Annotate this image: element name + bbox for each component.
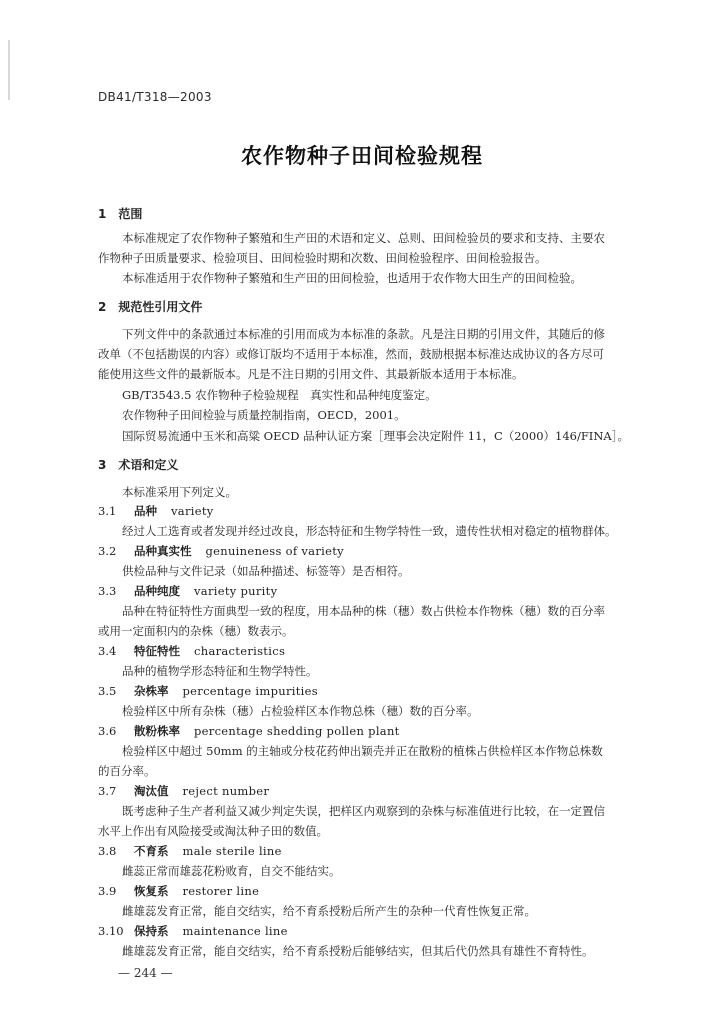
- term-english: variety: [171, 504, 214, 518]
- term-english: characteristics: [194, 644, 286, 658]
- term-definition: 既考虑种子生产者利益又减少判定失误，把样区内观察到的杂株与标准值进行比较，在一定置信: [122, 804, 605, 818]
- section-3-heading: 3 术语和定义: [98, 458, 179, 472]
- term-chinese: 恢复系: [134, 884, 169, 898]
- term-heading: [98, 923, 288, 939]
- scan-margin-mark: [8, 40, 10, 100]
- section-2-paragraph-line: 能使用这些文件的最新版本。凡是不注日期的引用文件、其最新版本适用于本标准。: [98, 367, 524, 381]
- document-title: 农作物种子田间检验规程: [241, 143, 483, 168]
- term-chinese: 品种真实性: [134, 544, 192, 558]
- term-definition: 水平上作出有风险接受或淘汰种子田的数值。: [98, 824, 328, 838]
- term-definition: 雌蕊正常而雄蕊花粉败育，自交不能结实。: [122, 864, 341, 878]
- term-number: 3.8: [98, 844, 117, 858]
- term-number: 3.6: [98, 724, 117, 738]
- term-heading: [98, 583, 277, 599]
- term-number: 3.3: [98, 584, 117, 598]
- term-definition: 经过人工选育或者发现并经过改良，形态特征和生物学特性一致，遗传性状相对稳定的植物群体。: [122, 524, 617, 538]
- section-1-heading: 1 范围: [98, 207, 143, 221]
- term-definition: 检验样区中所有杂株（穗）占检验样区本作物总株（穗）数的百分率。: [122, 704, 479, 718]
- reference-item: 国际贸易流通中玉米和高粱 OECD 品种认证方案［理事会决定附件 11，C（2000）146/FINA］。: [122, 429, 629, 443]
- term-english: variety purity: [194, 584, 278, 598]
- term-english: maintenance line: [182, 924, 288, 938]
- term-heading: [98, 883, 259, 899]
- term-number: 3.7: [98, 784, 117, 798]
- term-heading: [98, 683, 318, 699]
- page-number: — 244 —: [118, 966, 173, 980]
- term-number: 3.4: [98, 644, 117, 658]
- term-heading: [98, 723, 400, 739]
- section-3-intro: 本标准采用下列定义。: [122, 485, 237, 499]
- term-chinese: 品种纯度: [134, 584, 180, 598]
- term-english: percentage shedding pollen plant: [194, 724, 400, 738]
- term-english: percentage impurities: [182, 684, 318, 698]
- term-number: 3.1: [98, 504, 117, 518]
- reference-item: 农作物种子田间检验与质量控制指南，OECD，2001。: [122, 408, 406, 422]
- term-chinese: 淘汰值: [134, 784, 169, 798]
- term-chinese: 散粉株率: [134, 724, 180, 738]
- section-1-paragraph-line: 本标准规定了农作物种子繁殖和生产田的术语和定义、总则、田间检验员的要求和支持、主要农: [122, 231, 605, 245]
- term-heading: [98, 783, 269, 799]
- term-definition: 或用一定面积内的杂株（穗）数表示。: [98, 624, 294, 638]
- term-english: male sterile line: [182, 844, 282, 858]
- section-2-heading: 2 规范性引用文件: [98, 300, 203, 314]
- term-chinese: 保持系: [134, 924, 169, 938]
- section-1-paragraph-line: 作物种子田质量要求、检验项目、田间检验时期和次数、田间检验程序、田间检验报告。: [98, 251, 547, 265]
- term-number: 3.9: [98, 884, 117, 898]
- standard-code: DB41/T318—2003: [98, 90, 212, 104]
- term-english: reject number: [182, 784, 270, 798]
- term-english: genuineness of variety: [205, 544, 344, 558]
- term-definition: 雌雄蕊发育正常，能自交结实，给不育系授粉后能够结实，但其后代仍然具有雄性不育特性。: [122, 944, 594, 958]
- term-heading: [98, 843, 282, 859]
- reference-item: GB/T3543.5 农作物种子检验规程 真实性和品种纯度鉴定。: [122, 388, 437, 402]
- term-number: 3.5: [98, 684, 117, 698]
- section-2-paragraph-line: 下列文件中的条款通过本标准的引用而成为本标准的条款。凡是注日期的引用文件，其随后的修: [122, 327, 605, 341]
- term-english: restorer line: [182, 884, 260, 898]
- term-heading: [98, 503, 214, 519]
- term-number: 3.2: [98, 544, 117, 558]
- term-number: 3.10: [98, 924, 124, 938]
- term-definition: 的百分率。: [98, 764, 156, 778]
- term-definition: 雌雄蕊发育正常，能自交结实，给不育系授粉后所产生的杂种一代育性恢复正常。: [122, 904, 536, 918]
- term-heading: [98, 643, 285, 659]
- section-2-paragraph-line: 改单（不包括勘误的内容）或修订版均不适用于本标准，然而，鼓励根据本标准达成协议的各方尽可: [98, 347, 604, 361]
- term-chinese: 不育系: [134, 844, 169, 858]
- term-chinese: 品种: [134, 504, 157, 518]
- term-definition: 检验样区中超过 50mm 的主轴或分枝花药伸出颖壳并正在散粉的植株占供检样区本作物总株数: [122, 744, 603, 758]
- term-definition: 品种在特征特性方面典型一致的程度，用本品种的株（穗）数占供检本作物株（穗）数的百分率: [122, 604, 605, 618]
- term-chinese: 特征特性: [134, 644, 180, 658]
- term-chinese: 杂株率: [134, 684, 169, 698]
- term-heading: [98, 543, 344, 559]
- term-definition: 品种的植物学形态特征和生物学特性。: [122, 664, 318, 678]
- term-definition: 供检品种与文件记录（如品种描述、标签等）是否相符。: [122, 564, 410, 578]
- section-1-paragraph: 本标准适用于农作物种子繁殖和生产田的田间检验，也适用于农作物大田生产的田间检验。: [122, 271, 582, 285]
